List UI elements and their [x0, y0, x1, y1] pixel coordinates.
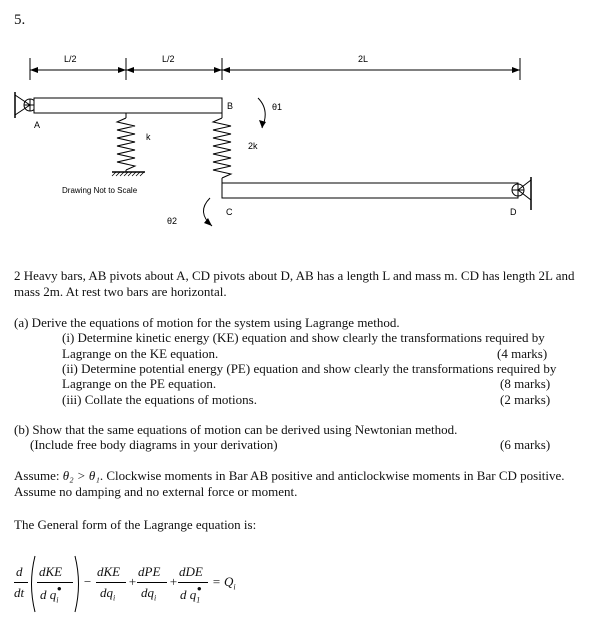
label-theta1: θ1: [272, 102, 283, 112]
part-a-i-line-2: Lagrange on the KE equation.: [62, 346, 219, 361]
eq-dq-i-2-sub: i: [154, 593, 157, 603]
eq-d: d: [16, 564, 23, 579]
label-b: B: [227, 101, 234, 111]
intro-line-2: mass 2m. At rest two bars are horizontal.: [14, 284, 227, 299]
lagrange-intro: The General form of the Lagrange equation is:: [14, 517, 257, 532]
part-a-heading: (a) Derive the equations of motion for the system using Lagrange method.: [14, 315, 400, 330]
eq-dqdot-1-text: d q: [180, 587, 197, 602]
scale-note: Drawing Not to Scale: [62, 186, 138, 195]
part-a-iii-marks: (2 marks): [500, 392, 551, 407]
dim-label-left: L/2: [64, 54, 77, 64]
assume-relation: θ₂ > θ₁: [62, 468, 100, 483]
eq-dke-2: dKE: [97, 564, 121, 579]
eq-dqdot-1-sub: 1: [196, 595, 201, 605]
part-a-ii-line-1: (ii) Determine potential energy (PE) equation and show clearly the transformations required by: [62, 361, 557, 376]
label-theta2: θ2: [167, 216, 178, 226]
eq-dde: dDE: [179, 564, 203, 579]
eq-dq-i-sub: i: [113, 593, 116, 603]
part-a-i-line-1: (i) Determine kinetic energy (KE) equation and show clearly the transformations required by: [62, 330, 545, 345]
part-a-i-marks: (4 marks): [497, 346, 548, 361]
eq-rhs: [212, 574, 236, 592]
spring-k: [112, 113, 145, 176]
dim-label-mid: L/2: [162, 54, 175, 64]
eq-minus: −: [83, 574, 92, 589]
part-b-line-1: (b) Show that the same equations of motion can be derived using Newtonian method.: [14, 422, 458, 437]
eq-dq-i-2-text: dq: [141, 585, 154, 600]
assume-line-1-rest: . Clockwise moments in Bar AB positive and anticlockwise moments in Bar CD positive.: [99, 468, 565, 483]
intro-line-1: 2 Heavy bars, AB pivots about A, CD pivots about D, AB has a length L and mass m. CD has length 2L and: [14, 268, 575, 283]
eq-dpe: dPE: [138, 564, 161, 579]
eq-rhs-text: = Q: [212, 574, 234, 589]
bar-cd: [222, 183, 518, 198]
part-b-marks: (6 marks): [500, 437, 551, 452]
spring-2k: [213, 113, 231, 183]
part-a-ii-marks: (8 marks): [500, 376, 551, 391]
part-b-line-2: (Include free body diagrams in your derivation): [30, 437, 278, 452]
eq-dot: •: [57, 581, 62, 596]
assume-line-1: [14, 468, 565, 483]
assume-line-2: Assume no damping and no external force or moment.: [14, 484, 298, 499]
mechanism-figure: [0, 45, 605, 285]
lagrange-equation: [12, 555, 252, 615]
bar-ab: [34, 98, 222, 113]
eq-dq-i: [100, 585, 115, 603]
part-a-ii-line-2: Lagrange on the PE equation.: [62, 376, 217, 391]
question-number: 5.: [14, 12, 26, 28]
dim-label-right: 2L: [358, 54, 369, 64]
eq-rhs-sub: i: [233, 582, 236, 592]
pivot-d: [512, 177, 531, 210]
eq-dq-i-text: dq: [100, 585, 113, 600]
eq-dt: dt: [14, 585, 25, 600]
part-a-iii-line: (iii) Collate the equations of motions.: [62, 392, 257, 407]
eq-plus-1: +: [128, 574, 137, 589]
eq-dqdot-i-sub: i: [56, 595, 59, 605]
eq-dqdot-i-text: d q: [40, 587, 57, 602]
label-a: A: [34, 120, 41, 130]
pivot-a: [15, 92, 36, 118]
assume-prefix: Assume:: [14, 468, 63, 483]
eq-dke: dKE: [39, 564, 63, 579]
eq-dot-2: •: [197, 581, 202, 596]
eq-dq-i-2: [141, 585, 156, 603]
eq-plus-2: +: [169, 574, 178, 589]
label-c: C: [226, 207, 233, 217]
label-2k: 2k: [248, 141, 258, 151]
eq-dqdot-i: [40, 587, 58, 605]
label-d: D: [510, 207, 517, 217]
label-k: k: [146, 132, 151, 142]
